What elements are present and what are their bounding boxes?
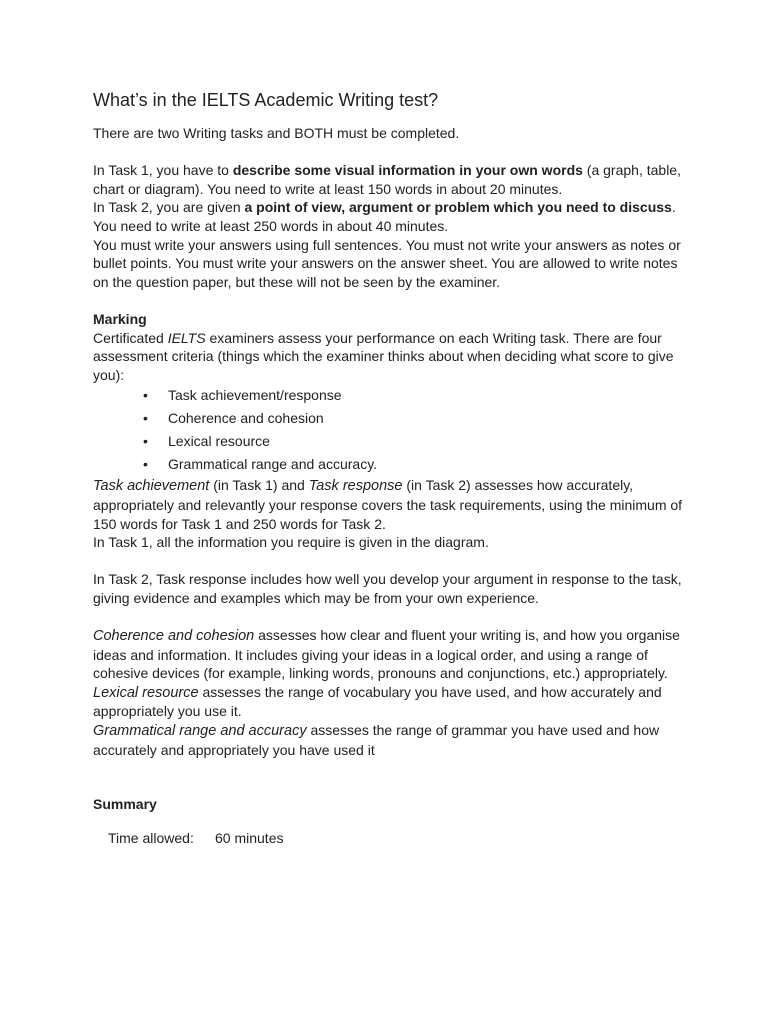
bullet-icon: • (143, 433, 148, 450)
task2-emphasis: a point of view, argument or problem which you need to discuss (244, 199, 672, 216)
coherence-term: Coherence and cohesion (93, 628, 255, 645)
ielts-italic: IELTS (167, 329, 206, 346)
instructions-paragraph: You must write your answers using full sentences. You must not write your answers as notes or bullet points. You must write your answers on the answer sheet. You are allowed to write notes on the question paper, but these will not be seen by the examiner. (93, 236, 681, 290)
marking-intro: Certificated IELTS examiners assess your performance on each Writing task. There are four assessment criteria (things which the examiner thinks about when deciding what score to give you): (93, 329, 674, 383)
summary-value: 60 minutes (215, 829, 284, 846)
bullet-icon: • (143, 387, 148, 404)
page-title: What’s in the IELTS Academic Writing test? (93, 90, 439, 110)
task-response-term: Task response (308, 478, 403, 495)
marking-heading: Marking (93, 310, 147, 327)
list-item: • Grammatical range and accuracy. (93, 453, 683, 476)
spacer (93, 291, 683, 310)
list-item: • Lexical resource (93, 430, 683, 453)
summary-label: Time allowed: (108, 829, 194, 846)
document-page (93, 88, 683, 849)
bullet-icon: • (143, 456, 148, 473)
task-achievement-term: Task achievement (93, 478, 210, 495)
criteria-list (93, 384, 683, 476)
summary-table (108, 828, 283, 849)
lexical-term: Lexical resource (93, 684, 199, 701)
summary-heading: Summary (93, 796, 157, 813)
intro-paragraph: There are two Writing tasks and BOTH must be completed. (93, 125, 460, 141)
task1-paragraph: In Task 1, you have to describe some visual information in your own words (a graph, table, chart or diagram). You need to write at least 150 words in about 20 minutes. (93, 162, 681, 197)
grammar-paragraph: Grammatical range and accuracy assesses the range of grammar you have used and how accurately and appropriately you have used it (93, 722, 660, 758)
task1-info-paragraph: In Task 1, all the information you require is given in the diagram. (93, 534, 489, 551)
list-item: • Coherence and cohesion (93, 407, 683, 430)
coherence-paragraph: Coherence and cohesion assesses how clear and fluent your writing is, and how you organise ideas and information. It includes giving your ideas in a logical order, and using a range of cohesive devices (for example, linking words, pronouns and conjunctions, etc.) appropriately. (93, 627, 680, 682)
task2-paragraph: In Task 2, you are given a point of view, argument or problem which you need to discuss. You need to write at least 250 words in about 40 minutes. (93, 199, 676, 234)
list-item: • Task achievement/response (93, 384, 683, 407)
task1-emphasis: describe some visual information in your own words (232, 162, 583, 179)
spacer (93, 143, 683, 162)
bullet-icon: • (143, 410, 148, 427)
table-row (108, 828, 283, 849)
lexical-paragraph: Lexical resource assesses the range of vocabulary you have used, and how accurately and appropriately you use it. (93, 683, 662, 720)
task2-response-paragraph: In Task 2, Task response includes how well you develop your argument in response to the task, giving evidence and examples which may be from your own experience. (93, 571, 682, 606)
task-achievement-paragraph: Task achievement (in Task 1) and Task response (in Task 2) assesses how accurately, appropriately and relevantly your response covers the task requirements, using the minimum of 150 words for Task 1 and 250 words for Task 2. (93, 477, 683, 532)
grammar-term: Grammatical range and accuracy (93, 723, 307, 740)
spacer (93, 607, 683, 626)
spacer (93, 552, 683, 571)
